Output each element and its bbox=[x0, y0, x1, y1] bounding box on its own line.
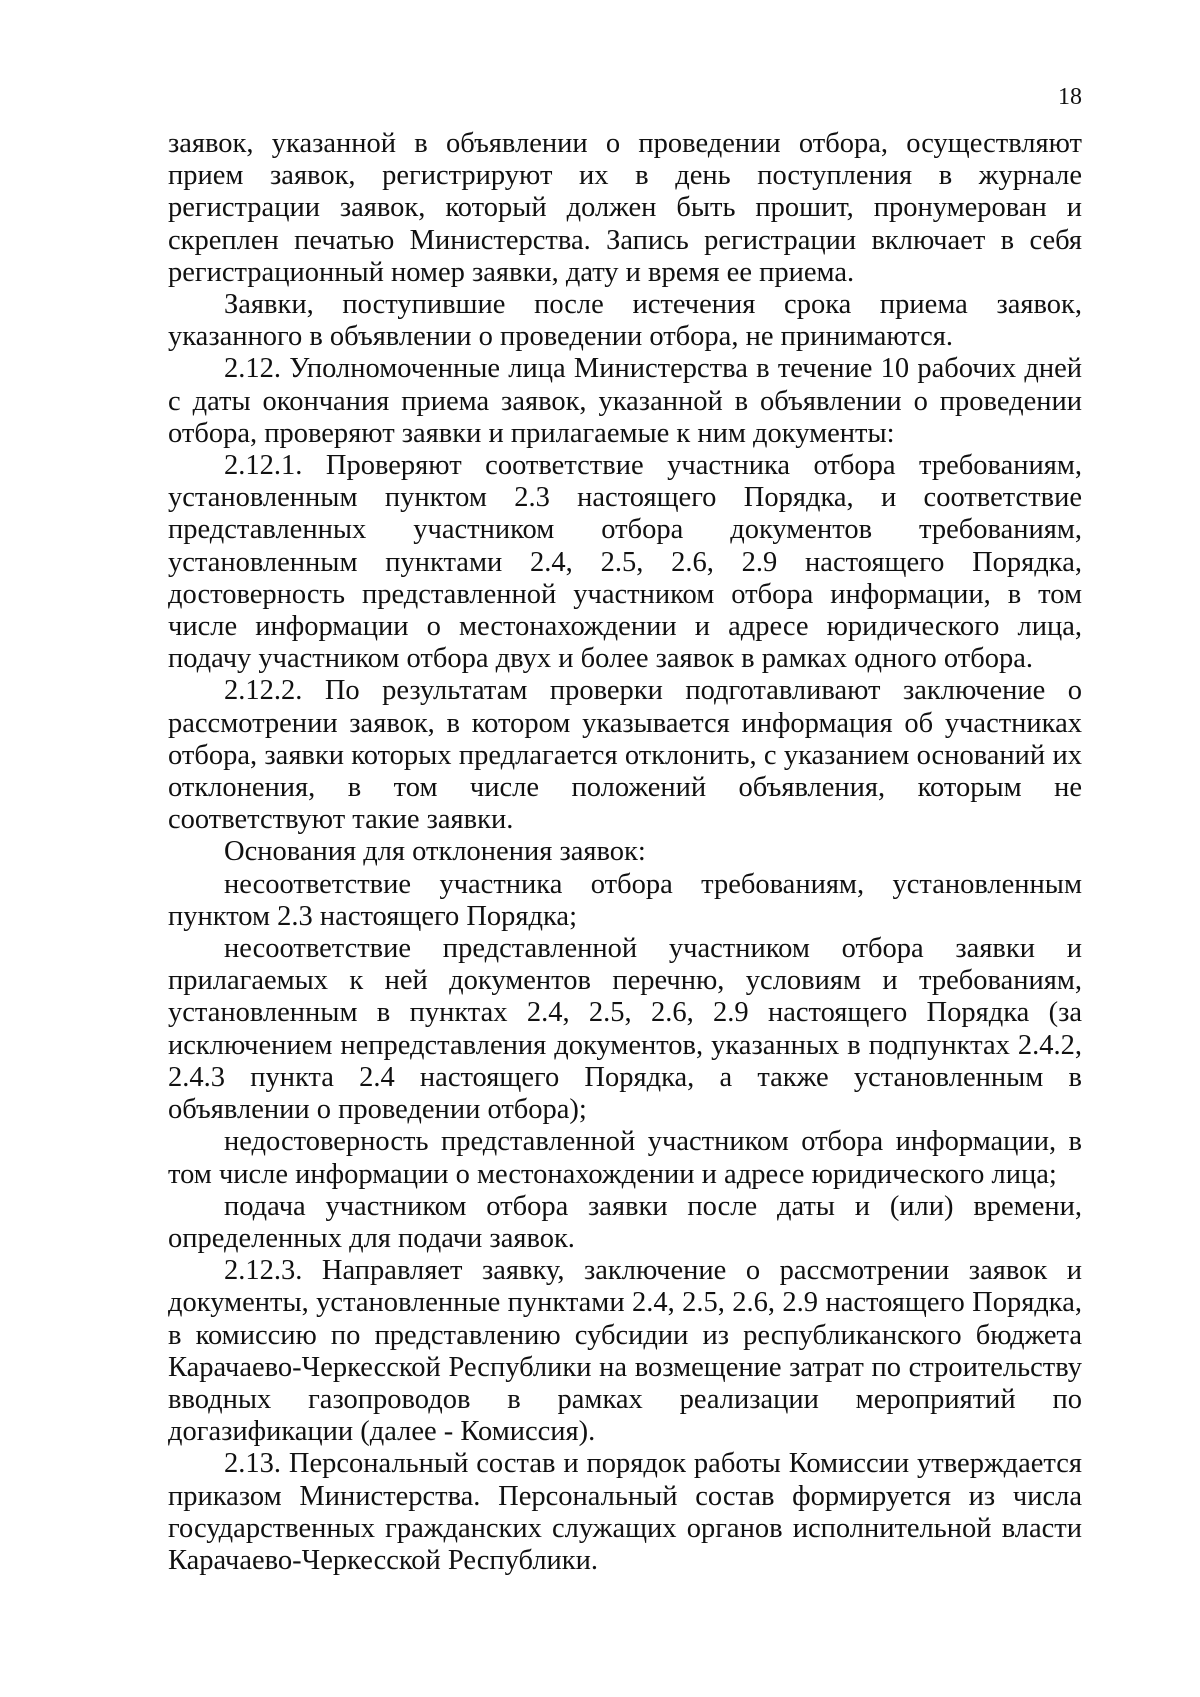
paragraph-continuation: заявок, указанной в объявлении о проведении отбора, осуществляют прием заявок, регистрируют их в день поступления в журнале регистрации заявок, который должен быть прошит, пронумерован и скреплен печатью Министерства. Запись регистрации включает в себя регистрационный номер заявки, дату и время ее приема. bbox=[168, 128, 1082, 288]
paragraph-rejection-ground-1: несоответствие участника отбора требованиям, установленным пунктом 2.3 настоящего Порядка; bbox=[168, 868, 1082, 932]
paragraph-2-13: 2.13. Персональный состав и порядок работы Комиссии утверждается приказом Министерства. Персональный состав формируется из числа государственных гражданских служащих органов исполнительной власти Карачаево-Черкесской Республики. bbox=[168, 1448, 1082, 1576]
paragraph-rejection-grounds-heading: Основания для отклонения заявок: bbox=[224, 836, 646, 868]
paragraph-rejection-ground-3: недостоверность представленной участником отбора информации, в том числе информации о местонахождении и адресе юридического лица; bbox=[168, 1126, 1082, 1190]
paragraph-rejection-ground-4: подача участником отбора заявки после даты и (или) времени, определенных для подачи заявок. bbox=[168, 1190, 1082, 1254]
paragraph-2-12-3: 2.12.3. Направляет заявку, заключение о рассмотрении заявок и документы, установленные пунктами 2.4, 2.5, 2.6, 2.9 настоящего Порядка, в комиссию по представлению субсидии из республиканского бюджета Карачаево-Черкесской Республики на возмещение затрат по строительству вводных газопроводов в рамках реализации мероприятий по догазификации (далее - Комиссия). bbox=[168, 1255, 1082, 1448]
paragraph-2-12: 2.12. Уполномоченные лица Министерства в течение 10 рабочих дней с даты окончания приема заявок, указанной в объявлении о проведении отбора, проверяют заявки и прилагаемые к ним документы: bbox=[168, 353, 1082, 449]
paragraph-2-12-2: 2.12.2. По результатам проверки подготавливают заключение о рассмотрении заявок, в котором указывается информация об участниках отбора, заявки которых предлагается отклонить, с указанием оснований их отклонения, в том числе положений объявления, которым не соответствуют такие заявки. bbox=[168, 675, 1082, 836]
document-body bbox=[168, 128, 1082, 1577]
paragraph-late-applications: Заявки, поступившие после истечения срока приема заявок, указанного в объявлении о проведении отбора, не принимаются. bbox=[168, 289, 1082, 353]
paragraph-2-12-1: 2.12.1. Проверяют соответствие участника отбора требованиям, установленным пунктом 2.3 настоящего Порядка, и соответствие представленных участником отбора документов требованиям, установленным пунктами 2.4, 2.5, 2.6, 2.9 настоящего Порядка, достоверность представленной участником отбора информации, в том числе информации о местонахождении и адресе юридического лица, подачу участником отбора двух и более заявок в рамках одного отбора. bbox=[168, 450, 1082, 675]
paragraph-rejection-ground-2: несоответствие представленной участником отбора заявки и прилагаемых к ней документов перечню, условиям и требованиям, установленным в пунктах 2.4, 2.5, 2.6, 2.9 настоящего Порядка (за исключением непредставления документов, указанных в подпунктах 2.4.2, 2.4.3 пункта 2.4 настоящего Порядка, а также установленным в объявлении о проведении отбора); bbox=[168, 933, 1082, 1126]
page-number: 18 bbox=[1058, 84, 1082, 110]
